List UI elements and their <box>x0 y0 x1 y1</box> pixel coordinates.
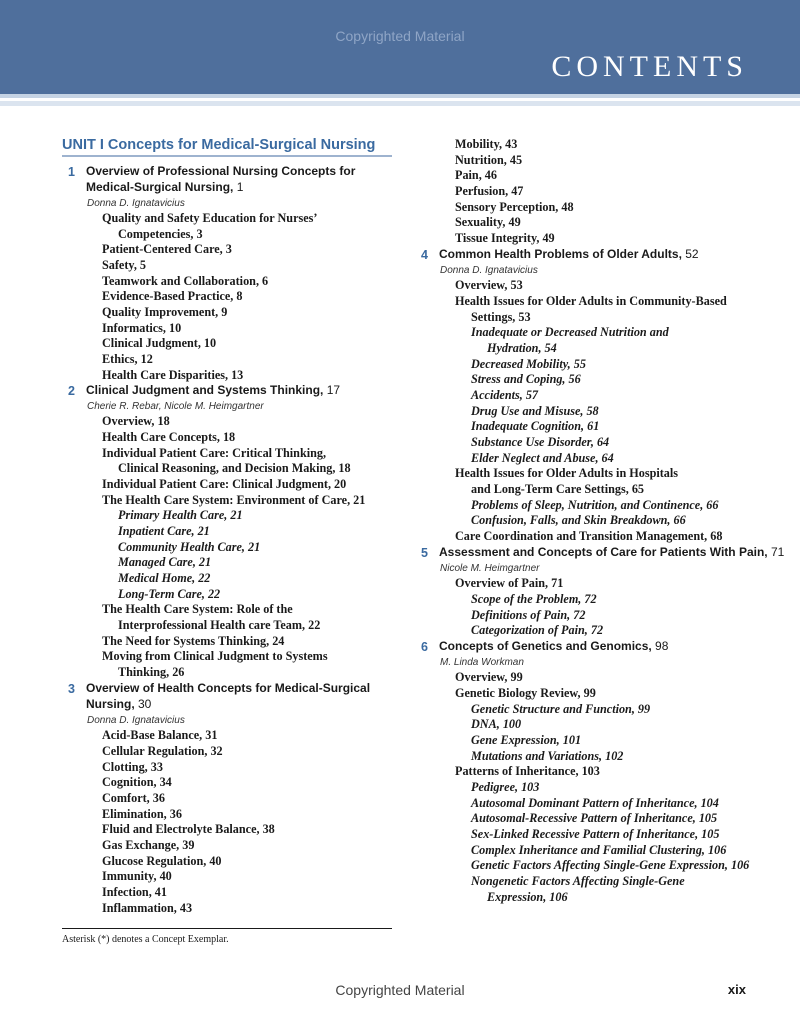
toc-entry[interactable]: Elder Neglect and Abuse, 64 <box>471 451 614 465</box>
chapter-author: Nicole M. Heimgartner <box>440 563 540 574</box>
toc-entry[interactable]: Health Issues for Older Adults in Hospitals <box>455 466 679 480</box>
watermark-top: Copyrighted Material <box>335 28 465 44</box>
toc-entry[interactable]: Sexuality, 49 <box>455 215 521 229</box>
chapter-author: Donna D. Ignatavicius <box>87 198 185 209</box>
footnote: Asterisk (*) denotes a Concept Exemplar. <box>62 934 229 945</box>
watermark-bottom: Copyrighted Material <box>335 982 465 998</box>
chapter-title: Common Health Problems of Older Adults, 52 <box>439 247 699 261</box>
chapter-author: Donna D. Ignatavicius <box>87 715 185 726</box>
toc-entry[interactable]: Quality and Safety Education for Nurses’ <box>102 211 318 225</box>
toc-entry[interactable]: Gene Expression, 101 <box>471 733 582 747</box>
chapter-author: Cherie R. Rebar, Nicole M. Heimgartner <box>87 401 264 412</box>
toc-entry[interactable]: Long-Term Care, 22 <box>118 587 221 601</box>
toc-entry[interactable]: Managed Care, 21 <box>118 555 212 569</box>
chapter-title: Clinical Judgment and Systems Thinking, 17 <box>86 383 341 397</box>
toc-entry[interactable]: Acid-Base Balance, 31 <box>102 728 218 742</box>
toc-entry[interactable]: Cellular Regulation, 32 <box>102 744 223 758</box>
toc-entry[interactable]: Immunity, 40 <box>102 869 172 883</box>
toc-entry[interactable]: Autosomal-Recessive Pattern of Inheritance, 105 <box>471 811 718 825</box>
toc-entry[interactable]: Clinical Reasoning, and Decision Making, 18 <box>118 461 351 475</box>
toc-entry[interactable]: Individual Patient Care: Critical Thinking, <box>102 446 327 460</box>
toc-entry[interactable]: Teamwork and Collaboration, 6 <box>102 274 269 288</box>
toc-entry[interactable]: Problems of Sleep, Nutrition, and Continence, 66 <box>471 498 719 512</box>
toc-entry[interactable]: Overview, 53 <box>455 278 523 292</box>
toc-entry[interactable]: and Long-Term Care Settings, 65 <box>471 482 645 496</box>
chapter-title: Assessment and Concepts of Care for Patients With Pain, 71 <box>439 545 785 559</box>
chapter-title: Nursing, 30 <box>86 697 152 711</box>
toc-entry[interactable]: Overview, 18 <box>102 414 170 428</box>
toc-entry[interactable]: Stress and Coping, 56 <box>471 372 581 386</box>
chapter-number: 4 <box>421 248 428 262</box>
toc-entry[interactable]: Autosomal Dominant Pattern of Inheritance, 104 <box>471 796 719 810</box>
chapter-title: Concepts of Genetics and Genomics, 98 <box>439 639 669 653</box>
chapter-title: Overview of Professional Nursing Concepts for <box>86 164 356 178</box>
toc-entry[interactable]: Hydration, 54 <box>487 341 557 355</box>
chapter-number: 1 <box>68 165 75 179</box>
toc-entry[interactable]: Perfusion, 47 <box>455 184 524 198</box>
toc-entry[interactable]: Interprofessional Health care Team, 22 <box>118 618 321 632</box>
toc-entry[interactable]: Medical Home, 22 <box>118 571 211 585</box>
toc-entry[interactable]: Inpatient Care, 21 <box>118 524 210 538</box>
toc-entry[interactable]: Infection, 41 <box>102 885 167 899</box>
toc-entry[interactable]: Cognition, 34 <box>102 775 172 789</box>
toc-entry[interactable]: The Need for Systems Thinking, 24 <box>102 634 285 648</box>
toc-entry[interactable]: Genetic Structure and Function, 99 <box>471 702 651 716</box>
toc-entry[interactable]: Fluid and Electrolyte Balance, 38 <box>102 822 275 836</box>
toc-entry[interactable]: Settings, 53 <box>471 310 531 324</box>
chapter-number: 6 <box>421 640 428 654</box>
chapter-author: Donna D. Ignatavicius <box>440 265 538 276</box>
toc-entry[interactable]: Patient-Centered Care, 3 <box>102 242 232 256</box>
toc-entry[interactable]: Decreased Mobility, 55 <box>471 357 586 371</box>
toc-entry[interactable]: Clinical Judgment, 10 <box>102 336 217 350</box>
chapter-title: Overview of Health Concepts for Medical-Surgical <box>86 681 371 695</box>
toc-entry[interactable]: Thinking, 26 <box>118 665 185 679</box>
toc-entry[interactable]: Ethics, 12 <box>102 352 153 366</box>
toc-entry[interactable]: Tissue Integrity, 49 <box>455 231 555 245</box>
toc-entry[interactable]: Overview of Pain, 71 <box>455 576 564 590</box>
toc-entry[interactable]: Health Issues for Older Adults in Community-Based <box>455 294 727 308</box>
toc-entry[interactable]: Sensory Perception, 48 <box>455 200 574 214</box>
header-stripe-light <box>0 101 800 106</box>
toc-entry[interactable]: The Health Care System: Role of the <box>102 602 293 616</box>
page-number: xix <box>727 982 746 997</box>
toc-entry[interactable]: The Health Care System: Environment of Care, 21 <box>102 493 366 507</box>
toc-entry[interactable]: Competencies, 3 <box>118 227 203 241</box>
toc-entry[interactable]: Primary Health Care, 21 <box>118 508 243 522</box>
footnote-divider <box>62 928 392 929</box>
toc-entry[interactable]: Genetic Factors Affecting Single-Gene Expression, 106 <box>471 858 750 872</box>
toc-entry[interactable]: Clotting, 33 <box>102 760 163 774</box>
toc-entry[interactable]: Glucose Regulation, 40 <box>102 854 222 868</box>
toc-entry[interactable]: DNA, 100 <box>471 717 522 731</box>
toc-entry[interactable]: Overview, 99 <box>455 670 523 684</box>
toc-entry[interactable]: Mobility, 43 <box>455 137 518 151</box>
toc-entry[interactable]: Drug Use and Misuse, 58 <box>471 404 599 418</box>
chapter-author: M. Linda Workman <box>440 657 524 668</box>
chapter-title: Medical-Surgical Nursing, 1 <box>86 180 244 194</box>
toc-entry[interactable]: Nongenetic Factors Affecting Single-Gene <box>471 874 685 888</box>
toc-entry[interactable]: Pedigree, 103 <box>471 780 540 794</box>
toc-entry[interactable]: Inflammation, 43 <box>102 901 193 915</box>
toc-entry[interactable]: Patterns of Inheritance, 103 <box>455 764 600 778</box>
toc-entry[interactable]: Quality Improvement, 9 <box>102 305 228 319</box>
toc-entry[interactable]: Categorization of Pain, 72 <box>471 623 604 637</box>
toc-entry[interactable]: Health Care Concepts, 18 <box>102 430 236 444</box>
toc-entry[interactable]: Nutrition, 45 <box>455 153 523 167</box>
toc-entry[interactable]: Community Health Care, 21 <box>118 540 261 554</box>
toc-entry[interactable]: Mutations and Variations, 102 <box>471 749 624 763</box>
toc-entry[interactable]: Moving from Clinical Judgment to Systems <box>102 649 328 663</box>
toc-entry[interactable]: Pain, 46 <box>455 168 497 182</box>
toc-entry[interactable]: Accidents, 57 <box>471 388 539 402</box>
toc-entry[interactable]: Expression, 106 <box>487 890 568 904</box>
toc-entry[interactable]: Gas Exchange, 39 <box>102 838 195 852</box>
toc-entry[interactable]: Informatics, 10 <box>102 321 182 335</box>
toc-entry[interactable]: Substance Use Disorder, 64 <box>471 435 610 449</box>
chapter-number: 5 <box>421 546 428 560</box>
toc-entry[interactable]: Evidence-Based Practice, 8 <box>102 289 243 303</box>
toc-entry[interactable]: Elimination, 36 <box>102 807 182 821</box>
toc-entry[interactable]: Individual Patient Care: Clinical Judgment, 20 <box>102 477 347 491</box>
page-title: CONTENTS <box>551 50 748 83</box>
toc-entry[interactable]: Scope of the Problem, 72 <box>471 592 597 606</box>
chapter-number: 3 <box>68 682 75 696</box>
toc-entry[interactable]: Inadequate Cognition, 61 <box>471 419 600 433</box>
toc-entry[interactable]: Inadequate or Decreased Nutrition and <box>471 325 669 339</box>
chapter-number: 2 <box>68 384 75 398</box>
toc-entry[interactable]: Safety, 5 <box>102 258 147 272</box>
toc-entry[interactable]: Comfort, 36 <box>102 791 165 805</box>
toc-entry[interactable]: Genetic Biology Review, 99 <box>455 686 596 700</box>
toc-entry[interactable]: Care Coordination and Transition Management, 68 <box>455 529 723 543</box>
unit-heading: UNIT I Concepts for Medical-Surgical Nursing <box>62 137 392 157</box>
toc-entry[interactable]: Definitions of Pain, 72 <box>471 608 586 622</box>
toc-entry[interactable]: Confusion, Falls, and Skin Breakdown, 66 <box>471 513 686 527</box>
toc-entry[interactable]: Health Care Disparities, 13 <box>102 368 244 382</box>
toc-entry[interactable]: Sex-Linked Recessive Pattern of Inheritance, 105 <box>471 827 720 841</box>
toc-entry[interactable]: Complex Inheritance and Familial Clustering, 106 <box>471 843 727 857</box>
